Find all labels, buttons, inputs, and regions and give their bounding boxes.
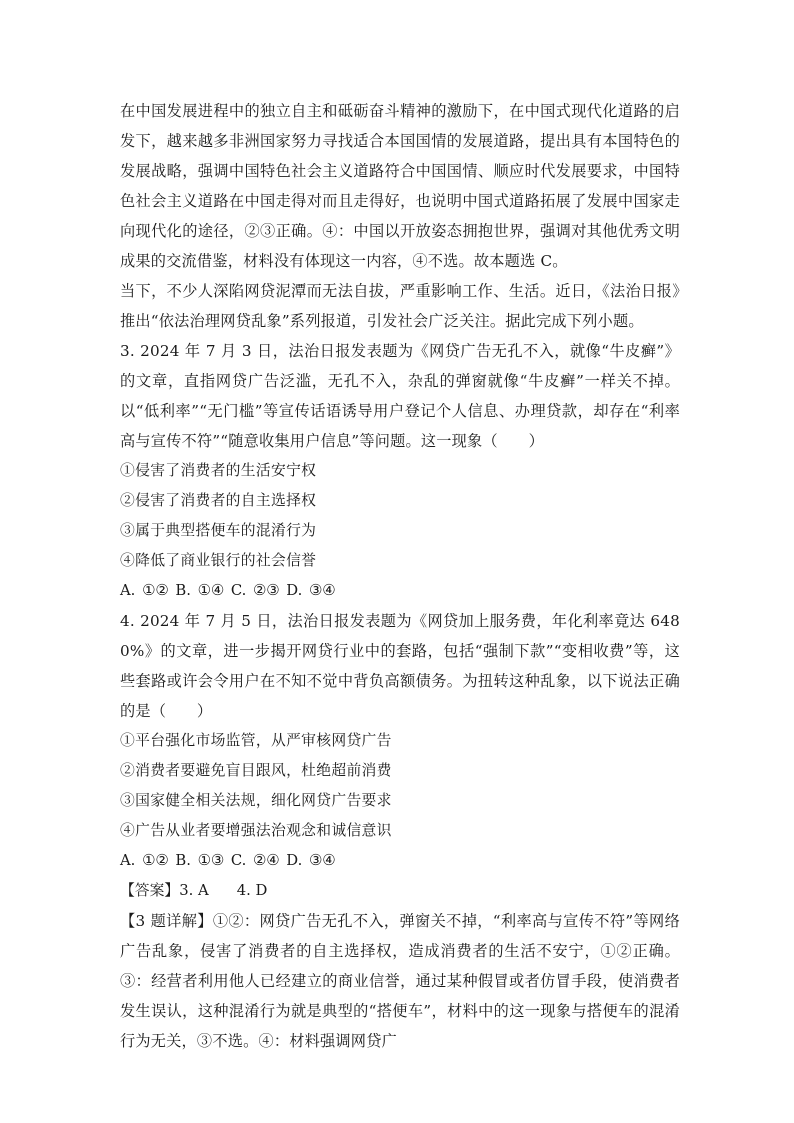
- answer-label: 【答案】: [120, 882, 180, 899]
- question-4-option-2: ②消费者要避免盲目跟风，杜绝超前消费: [120, 762, 392, 779]
- question-3-explanation: 【3 题详解】①②：网贷广告无孔不入，弹窗关不掉，“利率高与宣传不符”等网络广告乱象，侵害了消费者的自主选择权，造成消费者的生活不安宁，①②正确。③：经营者利用他人已经建立的商业信誉，通过某种假冒或者仿冒手段，使消费者发生误认，这种混淆行为就是典型的“搭便车”，材料中的这一现象与搭便车的混淆行为无关，③不选。④：材料强调网贷广: [120, 912, 680, 1050]
- question-4-option-4: ④广告从业者要增强法治观念和诚信意识: [120, 822, 392, 839]
- question-3-option-3: ③属于典型搭便车的混淆行为: [120, 522, 317, 539]
- question-3-option-2: ②侵害了消费者的自主选择权: [120, 492, 317, 509]
- previous-explanation-paragraph: 在中国发展进程中的独立自主和砥砺奋斗精神的激励下，在中国式现代化道路的启发下，越来越多非洲国家努力寻找适合本国国情的发展道路，提出具有本国特色的发展战略，强调中国特色社会主义道路符合中国国情、顺应时代发展要求，中国特色社会主义道路在中国走得对而且走得好，也说明中国式道路拓展了发展中国家走向现代化的途径，②③正确。④：中国以开放姿态拥抱世界，强调对其他优秀文明成果的交流借鉴，材料没有体现这一内容，④不选。故本题选 C。: [120, 102, 680, 270]
- answer-q4: 4. D: [236, 882, 268, 899]
- answer-q3: 3. A: [179, 882, 209, 899]
- material-context: 当下，不少人深陷网贷泥潭而无法自拔，严重影响工作、生活。近日，《法治日报》推出“依法治理网贷乱象”系列报道，引发社会广泛关注。据此完成下列小题。: [120, 282, 680, 330]
- question-4-choices: A. ①② B. ①③ C. ②④ D. ③④: [120, 852, 336, 869]
- question-3-choices: A. ①② B. ①④ C. ②③ D. ③④: [120, 582, 336, 599]
- question-4-option-1: ①平台强化市场监管，从严审核网贷广告: [120, 732, 392, 749]
- question-3-option-1: ①侵害了消费者的生活安宁权: [120, 462, 317, 479]
- question-4-stem: 4. 2024 年 7 月 5 日，法治日报发表题为《网贷加上服务费，年化利率竟达 6480%》的文章，进一步揭开网贷行业中的套路，包括“强制下款”“变相收费”等，这些套路或许会令用户在不知不觉中背负高额债务。为扭转这种乱象，以下说法正确的是（ ）: [120, 612, 680, 720]
- question-3-stem: 3. 2024 年 7 月 3 日，法治日报发表题为《网贷广告无孔不入，就像“牛皮癣”》的文章，直指网贷广告泛滥，无孔不入，杂乱的弹窗就像“牛皮癣”一样关不掉。以“低利率”“无门槛”等宣传话语诱导用户登记个人信息、办理贷款，却存在“利率高与宣传不符”“随意收集用户信息”等问题。这一现象（ ）: [120, 342, 680, 450]
- answer-line: [120, 876, 680, 906]
- document-page: [120, 96, 680, 1056]
- question-4-option-3: ③国家健全相关法规，细化网贷广告要求: [120, 792, 392, 809]
- question-3-option-4: ④降低了商业银行的社会信誉: [120, 552, 317, 569]
